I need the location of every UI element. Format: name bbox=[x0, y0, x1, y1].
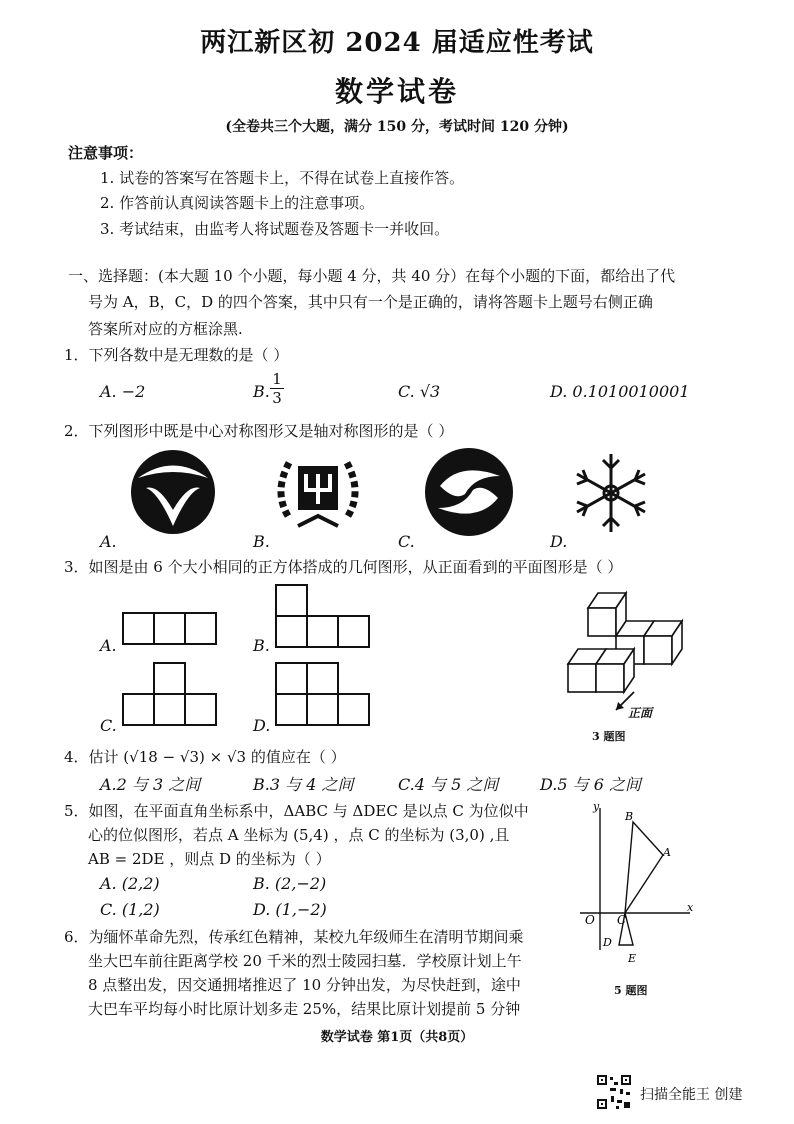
fraction-denominator: 3 bbox=[270, 388, 284, 407]
q2-figure-a-emblem bbox=[118, 448, 228, 536]
notice-heading: 注意事项： bbox=[68, 144, 144, 162]
q3-option-b-view bbox=[275, 584, 371, 648]
question-2-stem: 2．下列图形中既是中心对称图形又是轴对称图形的是（ ） bbox=[64, 422, 454, 440]
question-5-stem: AB = 2DE ，则点 D 的坐标为（ ） bbox=[88, 850, 331, 868]
point-e-label: E bbox=[628, 952, 637, 965]
question-6-stem: 大巴车平均每小时比原计划多走 25%，结果比原计划提前 5 分钟 bbox=[88, 1000, 521, 1018]
q3-label-b: B. bbox=[253, 636, 270, 655]
question-4-stem: 4．估计 (√18 − √3) × √3 的值应在（ ） bbox=[64, 748, 346, 766]
q3-option-d-view bbox=[275, 662, 371, 726]
q4-option-a: A.2 与 3 之间 bbox=[100, 775, 201, 794]
q3-option-c-view bbox=[122, 662, 218, 726]
exam-info: (全卷共三个大题，满分 150 分，考试时间 120 分钟) bbox=[225, 119, 569, 135]
q1-option-c: C. √3 bbox=[398, 382, 441, 401]
question-6-stem: 6．为缅怀革命先烈，传承红色精神，某校九年级师生在清明节期间乘 bbox=[64, 928, 524, 946]
q2-figure-d-snowflake bbox=[565, 450, 657, 536]
q2-figure-b-emblem bbox=[268, 446, 368, 538]
q4-option-c: C.4 与 5 之间 bbox=[398, 775, 499, 794]
q2-label-a: A. bbox=[100, 532, 117, 551]
q3-front-label: 正面 bbox=[628, 706, 653, 720]
q3-cube-figure bbox=[560, 588, 696, 698]
q5-option-a: A. (2,2) bbox=[100, 874, 160, 893]
origin-label: O bbox=[585, 913, 595, 927]
q4-option-b: B.3 与 4 之间 bbox=[253, 775, 354, 794]
subject-title: 数学试卷 bbox=[334, 75, 459, 108]
point-c-label: C bbox=[617, 913, 627, 927]
section-intro: 号为 A，B，C，D 的四个答案，其中只有一个是正确的，请将答题卡上题号右侧正确 bbox=[88, 293, 653, 311]
scanner-watermark: 扫描全能王 创建 bbox=[640, 1087, 743, 1103]
q1-option-b-label: B. bbox=[253, 382, 270, 401]
q2-figure-c-emblem bbox=[420, 446, 518, 538]
q1-option-a: A. −2 bbox=[100, 382, 146, 401]
q3-label-d: D. bbox=[253, 716, 271, 735]
q2-label-b: B. bbox=[253, 532, 270, 551]
exam-title: 两江新区初 2024 届适应性考试 bbox=[200, 28, 594, 58]
point-a-label: A bbox=[663, 846, 671, 859]
notice-item: 1. 试卷的答案写在答题卡上，不得在试卷上直接作答。 bbox=[100, 169, 465, 187]
question-6-stem: 坐大巴车前往距离学校 20 千米的烈士陵园扫墓．学校原计划上午 bbox=[88, 952, 522, 970]
q5-option-c: C. (1,2) bbox=[100, 900, 160, 919]
point-d-label: D bbox=[603, 936, 612, 949]
q4-option-d: D.5 与 6 之间 bbox=[540, 775, 641, 794]
x-axis-label: x bbox=[687, 901, 694, 914]
page-footer: 数学试卷 第1页（共8页） bbox=[320, 1030, 474, 1045]
question-1-stem: 1．下列各数中是无理数的是（ ） bbox=[64, 346, 289, 364]
y-axis-label: y bbox=[593, 800, 600, 813]
fraction-numerator: 1 bbox=[272, 370, 282, 388]
point-b-label: B bbox=[625, 810, 634, 823]
q5-option-d: D. (1,−2) bbox=[253, 900, 327, 919]
question-3-stem: 3．如图是由 6 个大小相同的正方体搭成的几何图形，从正面看到的平面图形是（ ） bbox=[64, 558, 623, 576]
q5-figure-caption: 5 题图 bbox=[614, 984, 648, 997]
q3-label-a: A. bbox=[100, 636, 117, 655]
q3-option-a-view bbox=[122, 612, 218, 646]
q3-figure-caption: 3 题图 bbox=[592, 730, 626, 743]
question-6-stem: 8 点整出发，因交通拥堵推迟了 10 分钟出发，为尽快赶到，途中 bbox=[88, 976, 521, 994]
q5-coordinate-figure bbox=[575, 800, 700, 980]
q5-option-b: B. (2,−2) bbox=[253, 874, 327, 893]
section-intro: 一、选择题：(本大题 10 个小题，每小题 4 分，共 40 分）在每个小题的下面，都给出了代 bbox=[68, 267, 676, 285]
question-5-stem: 5．如图，在平面直角坐标系中，ΔABC 与 ΔDEC 是以点 C 为位似中 bbox=[64, 802, 529, 820]
q2-label-c: C. bbox=[398, 532, 415, 551]
notice-item: 3. 考试结束，由监考人将试题卷及答题卡一并收回。 bbox=[100, 220, 450, 238]
section-intro: 答案所对应的方框涂黑. bbox=[88, 320, 243, 338]
q1-option-b-fraction bbox=[270, 370, 284, 407]
notice-item: 2. 作答前认真阅读答题卡上的注意事项。 bbox=[100, 194, 375, 212]
question-5-stem: 心的位似图形，若点 A 坐标为 (5,4) ，点 C 的坐标为 (3,0) ,且 bbox=[88, 826, 510, 844]
q3-label-c: C. bbox=[100, 716, 117, 735]
q2-label-d: D. bbox=[550, 532, 568, 551]
q1-option-d: D. 0.1010010001 bbox=[550, 382, 690, 401]
qr-code-icon bbox=[596, 1074, 632, 1110]
